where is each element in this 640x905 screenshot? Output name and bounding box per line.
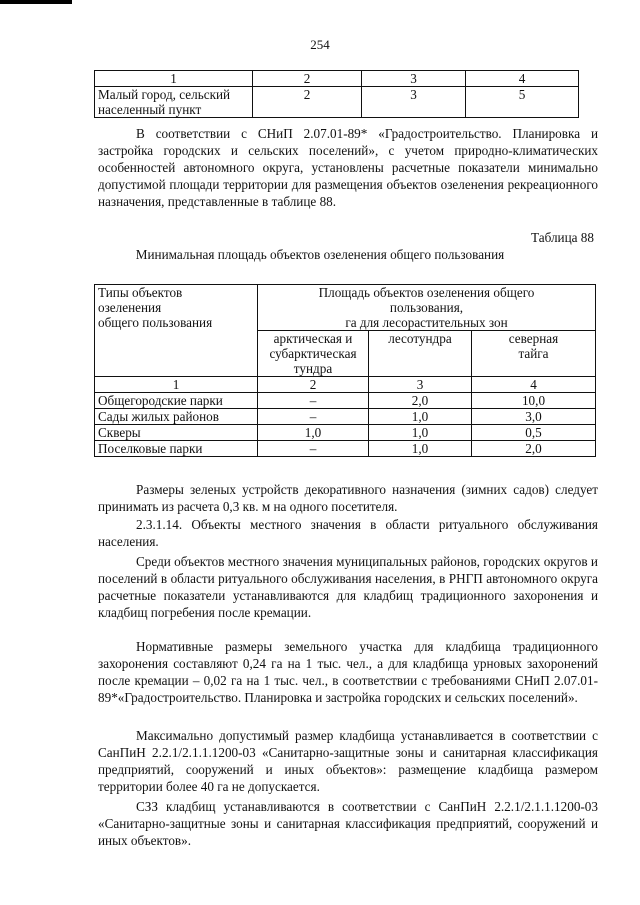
table-label: Таблица 88: [531, 230, 594, 245]
header-line: Площадь объектов озеленения общего: [318, 285, 535, 300]
paragraph-ritual-services: Среди объектов местного значения муниципальных районов, городских округов и поселений в области ритуального обслуживания населения, в РНГП автономного округа расчетные показатели устанавливаются для кладбищ традиционного захоронения и кладбищ погребения после кремации.: [98, 554, 598, 620]
table-cell: 10,0: [472, 393, 596, 409]
header-line: озеленения: [98, 300, 162, 315]
subheader-north-taiga: [472, 331, 596, 377]
table-cell: –: [258, 409, 369, 425]
header-line: общего пользования: [98, 315, 213, 330]
subheader-forest-tundra: [369, 331, 472, 377]
page-number: 254: [310, 37, 330, 52]
table-cell: 2,0: [369, 393, 472, 409]
paragraph-max-cemetery-size: Максимально допустимый размер кладбища устанавливается в соответствии с СанПиН 2.2.1/2.1.1.1200-03 «Санитарно-защитные зоны и санитарная классификация предприятий, сооружений и иных объектов»: размещение кладбища размером территории более 40 га не допускается.: [98, 728, 598, 794]
table-cell: 1,0: [258, 425, 369, 441]
row-name-line: населенный пункт: [98, 102, 202, 117]
continuation-table: [94, 70, 579, 118]
header-line: арктическая и: [273, 331, 353, 346]
col1-header: [95, 285, 258, 377]
table-cell: 1,0: [369, 441, 472, 457]
table-cell: 3: [369, 377, 472, 393]
table-cell: Сады жилых районов: [95, 409, 258, 425]
header-line: тайга: [518, 346, 549, 361]
table-cell: 2: [253, 87, 362, 118]
table-cell: –: [258, 441, 369, 457]
header-line: пользования,: [389, 300, 464, 315]
table-cell: 1,0: [369, 409, 472, 425]
table-cell: [95, 87, 253, 118]
intro-paragraph: В соответствии с СНиП 2.07.01-89* «Градостроительство. Планировка и застройка городских и сельских поселений», с учетом природно-климатических особенностей автономного округа, установлены расчетные показатели минимально допустимой площади территории для размещения объектов озеленения рекреационного назначения, представленные в таблице 88.: [98, 126, 598, 209]
table-row: [95, 425, 596, 441]
group-header: [258, 285, 596, 331]
paragraph-sanitary-zones: СЗЗ кладбищ устанавливаются в соответствии с СанПиН 2.2.1/2.1.1.1200-03 «Санитарно-защитные зоны и санитарная классификация предприятий, сооружений и иных объектов».: [98, 799, 598, 848]
subheader-arctic: [258, 331, 369, 377]
table-cell: 1: [95, 377, 258, 393]
row-name-line: Малый город, сельский: [98, 87, 231, 102]
header-line: Типы объектов: [98, 285, 183, 300]
table-cell: 3: [362, 71, 466, 87]
paragraph-winter-gardens: Размеры зеленых устройств декоративного назначения (зимних садов) следует принимать из расчета 0,3 кв. м на одного посетителя.: [98, 482, 598, 514]
table-cell: 4: [472, 377, 596, 393]
table-title: Минимальная площадь объектов озеленения общего пользования: [135, 247, 505, 262]
header-line: га для лесорастительных зон: [345, 315, 508, 330]
table-header-row: [95, 285, 596, 331]
table-cell: Общегородские парки: [95, 393, 258, 409]
table-cell: 3,0: [472, 409, 596, 425]
table-header-row: [95, 71, 579, 87]
header-line: северная: [508, 331, 559, 346]
header-line: субарктическая: [269, 346, 357, 361]
table-row: [95, 87, 579, 118]
table-cell: Поселковые парки: [95, 441, 258, 457]
table-cell: Скверы: [95, 425, 258, 441]
table-row: [95, 393, 596, 409]
top-edge-rule: [0, 0, 72, 4]
table-cell: 3: [362, 87, 466, 118]
header-line: тундра: [293, 361, 333, 376]
table-cell: 2: [253, 71, 362, 87]
table-88: [94, 284, 596, 457]
table-row: [95, 441, 596, 457]
table-cell: 1,0: [369, 425, 472, 441]
table-cell: –: [258, 393, 369, 409]
section-heading-2-3-1-14: 2.3.1.14. Объекты местного значения в области ритуального обслуживания населения.: [98, 517, 598, 549]
table-row: [95, 409, 596, 425]
table-cell: 4: [466, 71, 579, 87]
table-cell: 0,5: [472, 425, 596, 441]
table-cell: 1: [95, 71, 253, 87]
table-number-row: [95, 377, 596, 393]
table-cell: 2: [258, 377, 369, 393]
table-cell: 5: [466, 87, 579, 118]
paragraph-cemetery-norms: Нормативные размеры земельного участка для кладбища традиционного захоронения составляют 0,24 га на 1 тыс. чел., а для кладбища урновых захоронений после кремации – 0,02 га на 1 тыс. чел., в соответствии с требованиями СНиП 2.07.01-89*«Градостроительство. Планировка и застройка городских и сельских поселений».: [98, 639, 598, 705]
header-line: лесотундра: [388, 331, 452, 346]
table-cell: 2,0: [472, 441, 596, 457]
